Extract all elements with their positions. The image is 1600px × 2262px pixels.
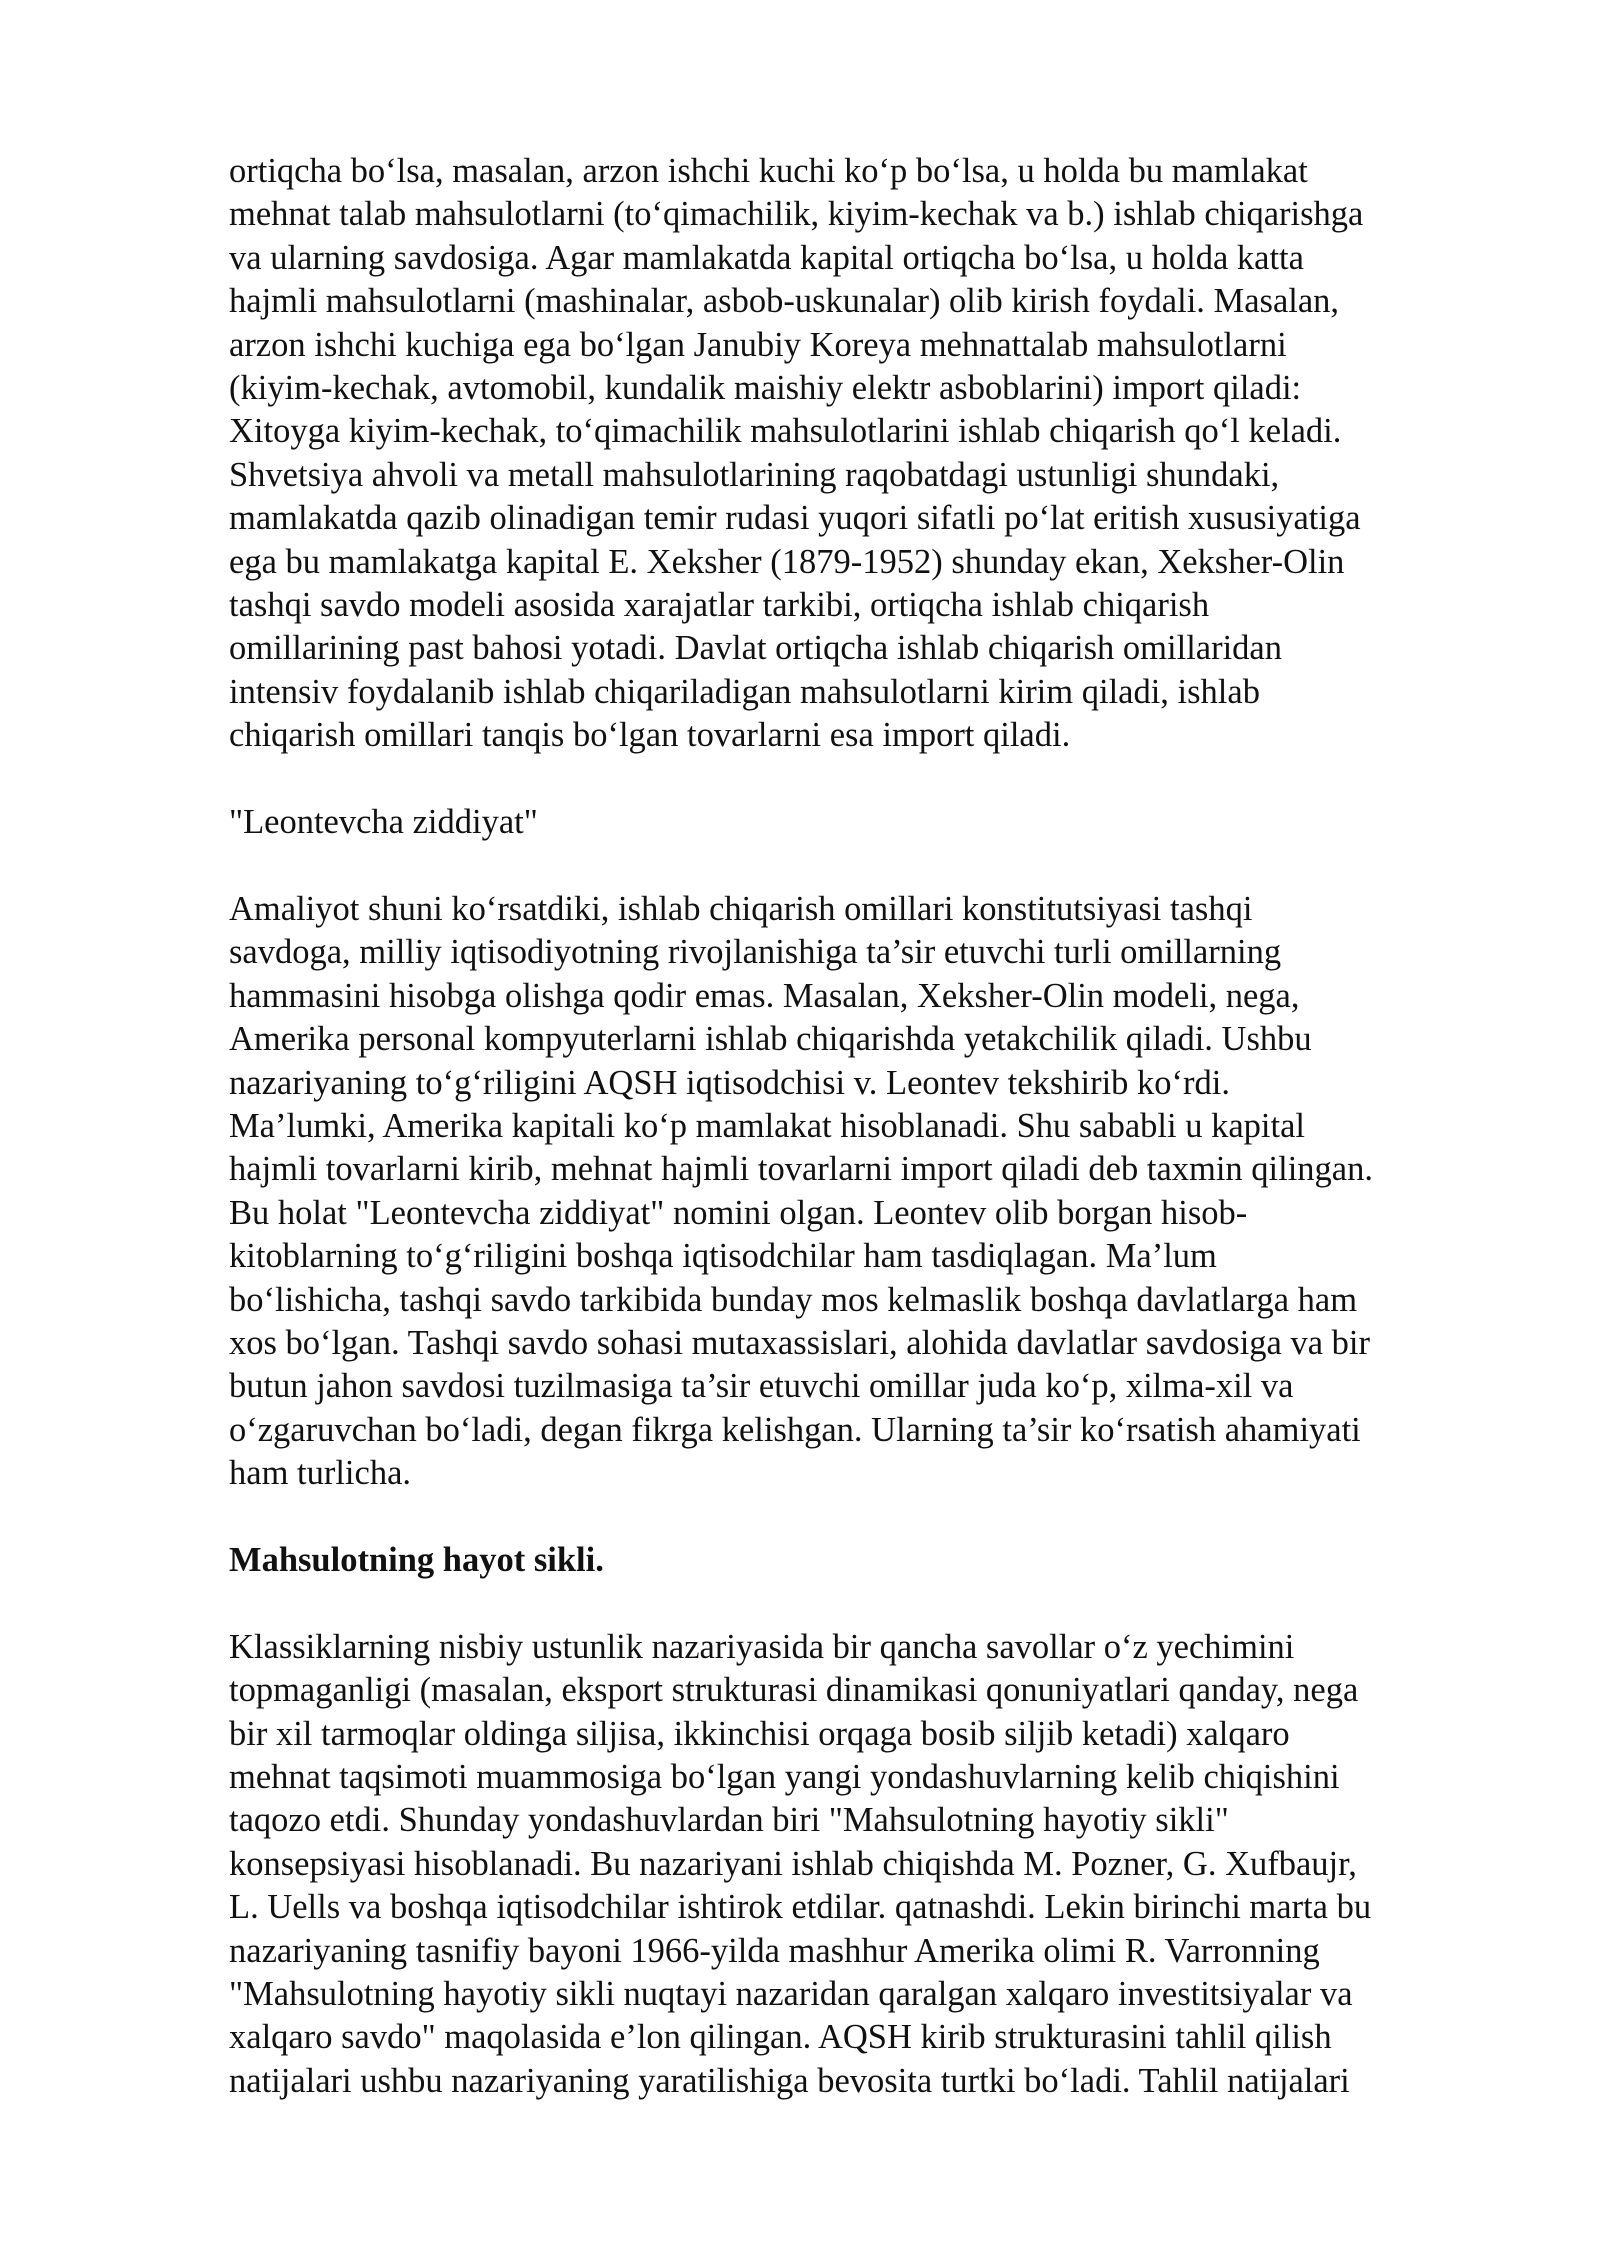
text-line: Ma’lumki, Amerika kapitali ko‘p mamlakat hisoblanadi. Shu sababli u kapital [229, 1106, 1305, 1145]
text-line: Bu holat "Leontevcha ziddiyat" nomini olgan. Leontev olib borgan hisob- [229, 1193, 1248, 1232]
text-line: hammasini hisobga olishga qodir emas. Masalan, Xeksher-Olin modeli, nega, [229, 976, 1300, 1015]
text-line: hajmli tovarlarni kirib, mehnat hajmli tovarlarni import qiladi deb taxmin qilingan. [229, 1150, 1373, 1189]
text-line: mamlakatda qazib olinadigan temir rudasi yuqori sifatli po‘lat eritish xususiyatiga [229, 499, 1361, 538]
text-line: chiqarish omillari tanqis bo‘lgan tovarlarni esa import qiladi. [229, 716, 1071, 755]
text-line: va ularning savdosiga. Agar mamlakatda kapital ortiqcha bo‘lsa, u holda katta [229, 238, 1304, 277]
text-line: savdoga, milliy iqtisodiyotning rivojlanishiga ta’sir etuvchi turli omillarning [229, 933, 1282, 972]
paragraph-spacer [229, 1582, 1484, 1625]
text-line: Shvetsiya ahvoli va metall mahsulotlarining raqobatdagi ustunligi shundaki, [229, 455, 1280, 494]
text-line: topmaganligi (masalan, eksport strukturasi dinamikasi qonuniyatlari qanday, nega [229, 1671, 1359, 1710]
text-line: kitoblarning to‘g‘riligini boshqa iqtisodchilar ham tasdiqlagan. Ma’lum [229, 1237, 1217, 1276]
body-paragraph [229, 1626, 1484, 2103]
text-line: o‘zgaruvchan bo‘ladi, degan fikrga kelishgan. Ularning ta’sir ko‘rsatish ahamiyati [229, 1410, 1361, 1449]
text-line: butun jahon savdosi tuzilmasiga ta’sir etuvchi omillar juda ko‘p, xilma-xil va [229, 1367, 1294, 1406]
text-line: bo‘lishicha, tashqi savdo tarkibida bunday mos kelmaslik boshqa davlatlarga ham [229, 1280, 1358, 1319]
text-line: intensiv foydalanib ishlab chiqariladigan mahsulotlarni kirim qiladi, ishlab [229, 672, 1260, 711]
text-line: nazariyaning tasnifiy bayoni 1966-yilda mashhur Amerika olimi R. Varronning [229, 1931, 1320, 1970]
body-paragraph [229, 150, 1484, 758]
paragraph-spacer [229, 844, 1484, 887]
text-line: Klassiklarning nisbiy ustunlik nazariyasida bir qancha savollar o‘z yechimini [229, 1627, 1295, 1666]
text-line: L. Uells va boshqa iqtisodchilar ishtirok etdilar. qatnashdi. Lekin birinchi marta bu [229, 1888, 1372, 1927]
section-subtitle [229, 801, 1484, 844]
text-line: Xitoyga kiyim-kechak, to‘qimachilik mahsulotlarini ishlab chiqarish qo‘l keladi. [229, 412, 1342, 451]
section-heading [229, 1539, 1484, 1582]
text-line: taqozo etdi. Shunday yondashuvlardan biri "Mahsulotning hayotiy sikli" [229, 1801, 1229, 1840]
text-line: xalqaro savdo" maqolasida e’lon qilingan. AQSH kirib strukturasini tahlil qilish [229, 2018, 1332, 2057]
text-line: hajmli mahsulotlarni (mashinalar, asbob-uskunalar) olib kirish foydali. Masalan, [229, 282, 1340, 321]
text-line: "Mahsulotning hayotiy sikli nuqtayi nazaridan qaralgan xalqaro investitsiyalar va [229, 1975, 1353, 2013]
text-line: Amerika personal kompyuterlarni ishlab chiqarishda yetakchilik qiladi. Ushbu [229, 1020, 1312, 1059]
text-line: Amaliyot shuni ko‘rsatdiki, ishlab chiqarish omillari konstitutsiyasi tashqi [229, 889, 1253, 928]
text-line: ega bu mamlakatga kapital E. Xeksher (1879-1952) shunday ekan, Xeksher-Olin [229, 542, 1345, 581]
text-line: xos bo‘lgan. Tashqi savdo sohasi mutaxassislari, alohida davlatlar savdosiga va bir [229, 1323, 1370, 1362]
text-line: natijalari ushbu nazariyaning yaratilishiga bevosita turtki bo‘ladi. Tahlil natijalari [229, 2061, 1350, 2100]
document-page [229, 150, 1484, 2103]
text-line: (kiyim-kechak, avtomobil, kundalik maishiy elektr asboblarini) import qiladi: [229, 369, 1302, 408]
text-line: "Leontevcha ziddiyat" [229, 803, 538, 842]
text-line: mehnat talab mahsulotlarni (to‘qimachilik, kiyim-kechak va b.) ishlab chiqarishga [229, 195, 1364, 234]
text-line: bir xil tarmoqlar oldinga siljisa, ikkinchisi orqaga bosib siljib ketadi) xalqaro [229, 1714, 1290, 1753]
text-line: mehnat taqsimoti muammosiga bo‘lgan yangi yondashuvlarning kelib chiqishini [229, 1757, 1340, 1796]
text-line: konsepsiyasi hisoblanadi. Bu nazariyani ishlab chiqishda M. Pozner, G. Xufbaujr, [229, 1844, 1357, 1883]
text-line: ham turlicha. [229, 1454, 412, 1493]
text-line: ortiqcha bo‘lsa, masalan, arzon ishchi kuchi ko‘p bo‘lsa, u holda bu mamlakat [229, 152, 1308, 190]
text-line: omillarining past bahosi yotadi. Davlat ortiqcha ishlab chiqarish omillaridan [229, 629, 1282, 668]
paragraph-spacer [229, 1496, 1484, 1539]
text-line: Mahsulotning hayot sikli. [229, 1540, 604, 1579]
paragraph-spacer [229, 758, 1484, 801]
text-line: arzon ishchi kuchiga ega bo‘lgan Janubiy Koreya mehnattalab mahsulotlarni [229, 325, 1287, 364]
text-line: tashqi savdo modeli asosida xarajatlar tarkibi, ortiqcha ishlab chiqarish [229, 586, 1210, 625]
body-paragraph [229, 888, 1484, 1496]
text-line: nazariyaning to‘g‘riligini AQSH iqtisodchisi v. Leontev tekshirib ko‘rdi. [229, 1063, 1230, 1102]
